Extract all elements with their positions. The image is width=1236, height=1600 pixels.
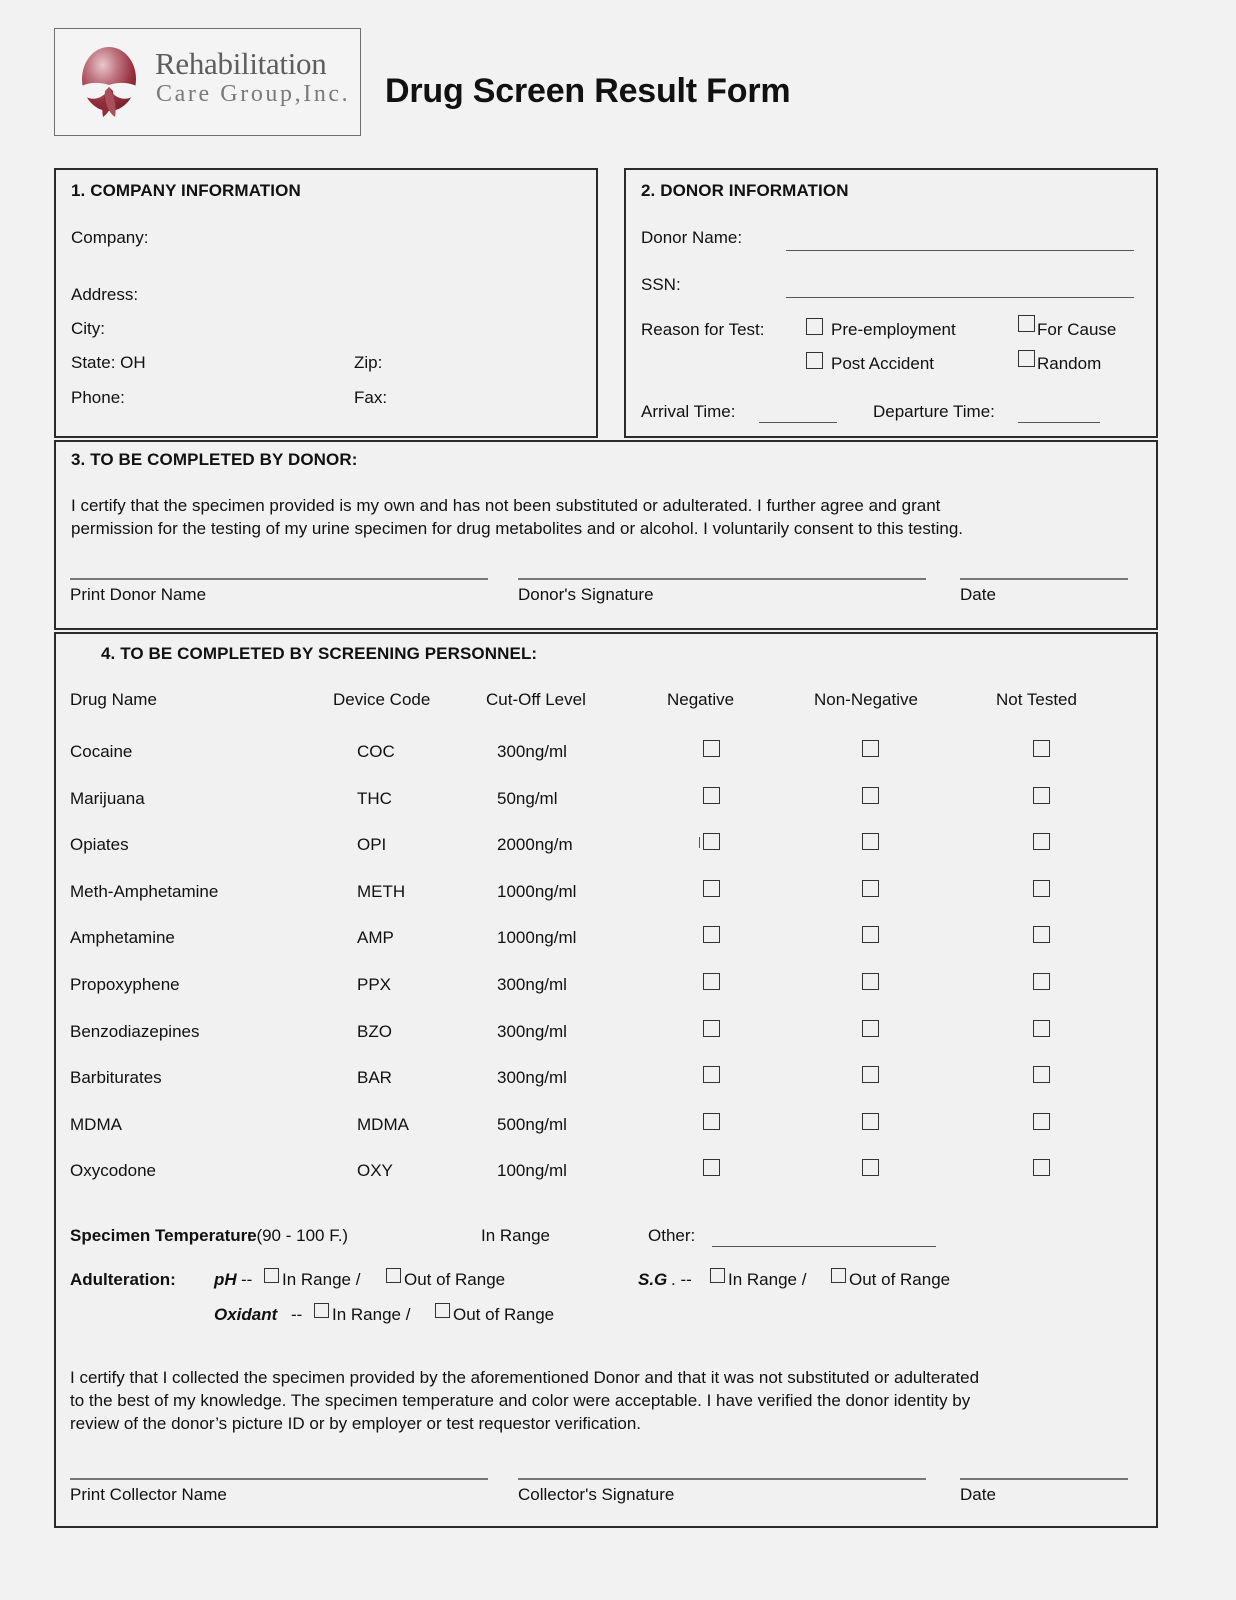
- city-label: City:: [71, 319, 105, 338]
- collector-signature-input[interactable]: [518, 1478, 926, 1480]
- checkbox-negative-oxy[interactable]: [703, 1159, 720, 1176]
- device-code-cell: METH: [357, 881, 406, 901]
- arrival-time-input[interactable]: [759, 422, 837, 423]
- column-header-cut-off: Cut-Off Level: [486, 690, 586, 709]
- checkbox-not-tested-meth[interactable]: [1033, 880, 1050, 897]
- collector-date-label: Date: [960, 1485, 996, 1504]
- label-oxidant-in-range: In Range /: [332, 1305, 411, 1324]
- phone-label: Phone:: [71, 388, 125, 407]
- device-code-cell: THC: [357, 788, 392, 808]
- section-completed-by-screening-personnel: [54, 632, 1158, 1528]
- checkbox-negative-thc[interactable]: [703, 787, 720, 804]
- device-code-cell: PPX: [357, 975, 392, 994]
- checkbox-negative-bzo[interactable]: [703, 1020, 720, 1037]
- checkbox-non-negative-ppx[interactable]: [862, 973, 879, 990]
- logo-text-line1: Rehabilitation: [155, 46, 327, 81]
- label-sg-in-range: In Range /: [728, 1270, 807, 1289]
- checkbox-non-negative-mdma[interactable]: [862, 1113, 879, 1130]
- device-code-cell: OPI: [357, 835, 387, 855]
- specimen-temperature-label: Specimen Temperature: [70, 1226, 257, 1245]
- checkbox-not-tested-oxy[interactable]: [1033, 1159, 1050, 1176]
- ssn-input[interactable]: [786, 297, 1134, 298]
- collector-date-input[interactable]: [960, 1478, 1128, 1480]
- arrival-time-label: Arrival Time:: [641, 402, 736, 421]
- donor-print-name-input[interactable]: [70, 578, 488, 580]
- checkbox-not-tested-amp[interactable]: [1033, 926, 1050, 943]
- checkbox-not-tested-mdma[interactable]: [1033, 1113, 1050, 1130]
- ssn-label: SSN:: [641, 275, 681, 294]
- drug-name-cell: Amphetamine: [70, 928, 175, 948]
- checkbox-not-tested-opi[interactable]: [1033, 833, 1050, 850]
- device-code-cell: BAR: [357, 1068, 392, 1088]
- collector-print-name-label: Print Collector Name: [70, 1485, 227, 1504]
- column-header-device-code: Device Code: [333, 690, 431, 709]
- section-donor-information: [624, 168, 1158, 438]
- logo-text-line2: Care Group,Inc.: [156, 81, 351, 107]
- donor-certification-line2: permission for the testing of my urine specimen for drug metabolites and or alcohol. I voluntarily consent to this testing.: [71, 519, 964, 538]
- checkbox-non-negative-bzo[interactable]: [862, 1020, 879, 1037]
- drug-name-cell: Benzodiazepines: [70, 1021, 200, 1041]
- checkbox-sg-out-of-range[interactable]: [831, 1268, 846, 1283]
- donor-signature-label: Donor's Signature: [518, 585, 654, 604]
- device-code-cell: COC: [357, 742, 395, 761]
- zip-label: Zip:: [354, 353, 383, 372]
- cut-off-level-cell: 100ng/ml: [497, 1161, 567, 1181]
- cut-off-level-cell: 50ng/ml: [497, 788, 558, 808]
- checkbox-non-negative-opi[interactable]: [862, 833, 879, 850]
- fax-label: Fax:: [354, 388, 388, 407]
- checkbox-not-tested-bar[interactable]: [1033, 1066, 1050, 1083]
- checkbox-not-tested-coc[interactable]: [1033, 740, 1050, 757]
- donor-name-label: Donor Name:: [641, 228, 743, 247]
- cut-off-level-cell: 300ng/ml: [497, 1021, 567, 1041]
- specimen-temperature-in-range: In Range: [481, 1226, 550, 1245]
- ph-label: pH: [214, 1270, 237, 1289]
- specimen-temperature-range: : (90 - 100 F.): [247, 1226, 349, 1245]
- donor-date-input[interactable]: [960, 578, 1128, 580]
- checkbox-negative-ppx[interactable]: [703, 973, 720, 990]
- checkbox-not-tested-thc[interactable]: [1033, 787, 1050, 804]
- donor-certification-line1: I certify that the specimen provided is my own and has not been substituted or adulterated. I further agree and grant: [71, 496, 941, 515]
- checkbox-for-cause[interactable]: [1018, 315, 1035, 332]
- section1-heading: 1. COMPANY INFORMATION: [71, 181, 301, 200]
- oxidant-dash: --: [291, 1305, 303, 1324]
- donor-name-input[interactable]: [786, 250, 1134, 251]
- label-oxidant-out-of-range: Out of Range: [453, 1305, 555, 1324]
- adulteration-label: Adulteration:: [70, 1270, 176, 1289]
- checkbox-post-accident[interactable]: [806, 352, 823, 369]
- form-header: [0, 0, 1236, 150]
- checkbox-non-negative-amp[interactable]: [862, 926, 879, 943]
- checkbox-negative-opi[interactable]: [703, 833, 720, 850]
- ph-dash: --: [241, 1270, 253, 1289]
- drug-name-cell: Meth-Amphetamine: [70, 881, 219, 901]
- checkbox-negative-mdma[interactable]: [703, 1113, 720, 1130]
- column-header-not-tested: Not Tested: [996, 690, 1077, 709]
- cut-off-level-cell: 300ng/ml: [497, 1068, 567, 1088]
- donor-date-label: Date: [960, 585, 996, 604]
- drug-name-cell: Cocaine: [70, 742, 133, 761]
- collector-certification-line2: to the best of my knowledge. The specimen temperature and color were acceptable. I have verified the donor identity by: [70, 1391, 971, 1410]
- drug-name-cell: Propoxyphene: [70, 975, 180, 994]
- label-ph-in-range: In Range /: [282, 1270, 361, 1289]
- checkbox-negative-bar[interactable]: [703, 1066, 720, 1083]
- departure-time-label: Departure Time:: [873, 402, 995, 421]
- address-label: Address:: [71, 285, 139, 304]
- label-for-cause: For Cause: [1037, 320, 1117, 339]
- column-header-drug-name: Drug Name: [70, 690, 157, 709]
- checkbox-oxidant-out-of-range[interactable]: [435, 1303, 450, 1318]
- sg-label: S.G: [638, 1270, 668, 1289]
- checkbox-negative-meth[interactable]: [703, 880, 720, 897]
- company-logo-box: [54, 28, 361, 136]
- section-company-information: [54, 168, 598, 438]
- device-code-cell: MDMA: [357, 1114, 409, 1134]
- label-post-accident: Post Accident: [831, 354, 935, 373]
- section4-heading: 4. TO BE COMPLETED BY SCREENING PERSONNEL:: [101, 644, 538, 663]
- collector-certification-line1: I certify that I collected the specimen provided by the aforementioned Donor and that it was not substituted or adulterated: [70, 1368, 980, 1387]
- cut-off-level-cell: 1000ng/ml: [497, 881, 577, 901]
- checkbox-ph-out-of-range[interactable]: [386, 1268, 401, 1283]
- drug-name-cell: Barbiturates: [70, 1068, 162, 1088]
- cut-off-level-cell: 2000ng/m: [497, 835, 573, 855]
- column-header-negative: Negative: [667, 690, 735, 709]
- checkbox-non-negative-oxy[interactable]: [862, 1159, 879, 1176]
- checkbox-random[interactable]: [1018, 350, 1035, 367]
- cut-off-level-cell: 300ng/ml: [497, 742, 567, 761]
- donor-print-name-label: Print Donor Name: [70, 585, 207, 604]
- checkbox-oxidant-in-range[interactable]: [314, 1303, 329, 1318]
- checkbox-not-tested-bzo[interactable]: [1033, 1020, 1050, 1037]
- section3-heading: 3. TO BE COMPLETED BY DONOR:: [71, 450, 358, 469]
- departure-time-input[interactable]: [1018, 422, 1100, 423]
- checkbox-not-tested-ppx[interactable]: [1033, 973, 1050, 990]
- cut-off-level-cell: 300ng/ml: [497, 975, 567, 994]
- label-sg-out-of-range: Out of Range: [849, 1270, 951, 1289]
- label-pre-employment: Pre-employment: [831, 320, 956, 339]
- collector-print-name-input[interactable]: [70, 1478, 488, 1480]
- checkbox-non-negative-coc[interactable]: [862, 740, 879, 757]
- drug-name-cell: MDMA: [70, 1114, 122, 1134]
- oxidant-label: Oxidant: [214, 1305, 278, 1324]
- page-title: Drug Screen Result Form: [385, 72, 791, 110]
- company-label: Company:: [71, 228, 149, 247]
- checkbox-non-negative-thc[interactable]: [862, 787, 879, 804]
- collector-certification-line3: review of the donor’s picture ID or by employer or test requestor verification.: [70, 1414, 642, 1433]
- other-label: Other:: [648, 1226, 696, 1245]
- device-code-cell: OXY: [357, 1161, 393, 1181]
- cut-off-level-cell: 1000ng/ml: [497, 928, 577, 948]
- checkbox-pre-employment[interactable]: [806, 318, 823, 335]
- label-ph-out-of-range: Out of Range: [404, 1270, 506, 1289]
- device-code-cell: AMP: [357, 928, 394, 948]
- cut-off-level-cell: 500ng/ml: [497, 1114, 567, 1134]
- scan-artifact-mark: [699, 837, 700, 848]
- checkbox-non-negative-bar[interactable]: [862, 1066, 879, 1083]
- collector-signature-label: Collector's Signature: [518, 1485, 675, 1504]
- checkbox-negative-coc[interactable]: [703, 740, 720, 757]
- label-random: Random: [1037, 354, 1102, 373]
- state-label: State: OH: [71, 353, 146, 372]
- device-code-cell: BZO: [357, 1021, 392, 1041]
- drug-name-cell: Opiates: [70, 835, 129, 855]
- drug-name-cell: Oxycodone: [70, 1161, 156, 1181]
- donor-signature-input[interactable]: [518, 578, 926, 580]
- sg-dash: . --: [671, 1270, 692, 1289]
- checkbox-non-negative-meth[interactable]: [862, 880, 879, 897]
- drug-name-cell: Marijuana: [70, 788, 145, 808]
- reason-for-test-label: Reason for Test:: [641, 320, 765, 339]
- column-header-non-negative: Non-Negative: [814, 690, 918, 709]
- rehabilitation-care-group-logo-icon: [73, 45, 145, 121]
- checkbox-ph-in-range[interactable]: [264, 1268, 279, 1283]
- section-completed-by-donor: [54, 440, 1158, 630]
- other-input[interactable]: [712, 1246, 936, 1247]
- checkbox-sg-in-range[interactable]: [710, 1268, 725, 1283]
- section2-heading: 2. DONOR INFORMATION: [641, 181, 849, 200]
- checkbox-negative-amp[interactable]: [703, 926, 720, 943]
